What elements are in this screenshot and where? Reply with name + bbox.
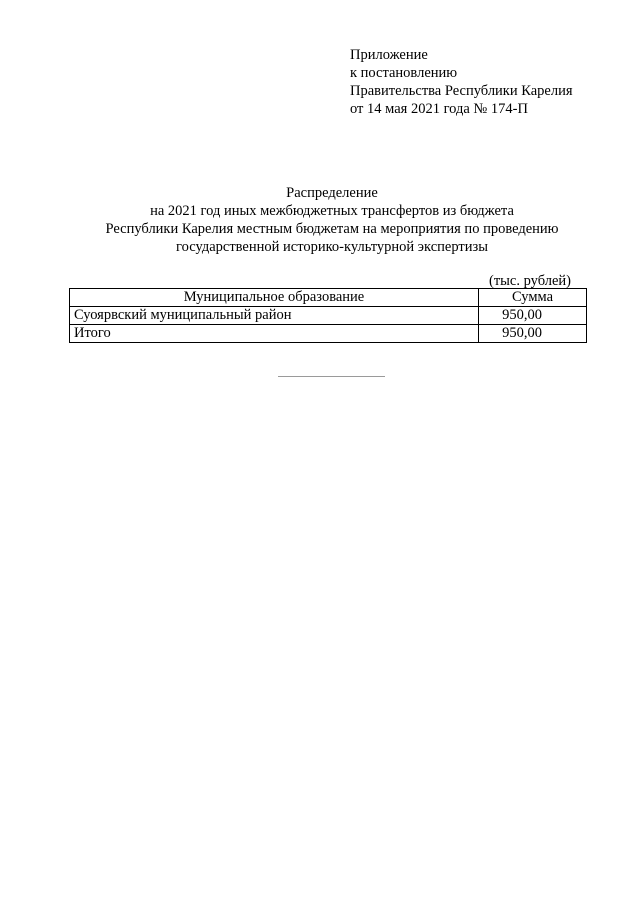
appendix-line-2: к постановлению (350, 65, 458, 81)
table-total-row (70, 325, 587, 343)
header-municipality: Муниципальное образование (70, 289, 479, 307)
appendix-header (350, 46, 573, 118)
table-row (70, 307, 587, 325)
title-line-1: Распределение (286, 185, 378, 201)
title-line-3: Республики Карелия местным бюджетам на мероприятия по проведению (105, 221, 559, 237)
closing-divider (278, 376, 385, 377)
distribution-table (69, 288, 587, 343)
appendix-line-4: от 14 мая 2021 года № 174-П (350, 101, 528, 117)
total-amount: 950,00 (479, 325, 587, 343)
appendix-line-1: Приложение (350, 47, 428, 63)
table-header-row (70, 289, 587, 307)
title-line-4: государственной историко-культурной экспертизы (176, 239, 488, 255)
document-title (70, 184, 594, 256)
title-line-2: на 2021 год иных межбюджетных трансфертов из бюджета (150, 203, 514, 219)
row-amount: 950,00 (479, 307, 587, 325)
row-municipality: Суоярвский муниципальный район (70, 307, 479, 325)
appendix-line-3: Правительства Республики Карелия (350, 83, 573, 99)
total-label: Итого (70, 325, 479, 343)
units-label: (тыс. рублей) (489, 273, 571, 289)
header-amount: Сумма (479, 289, 587, 307)
